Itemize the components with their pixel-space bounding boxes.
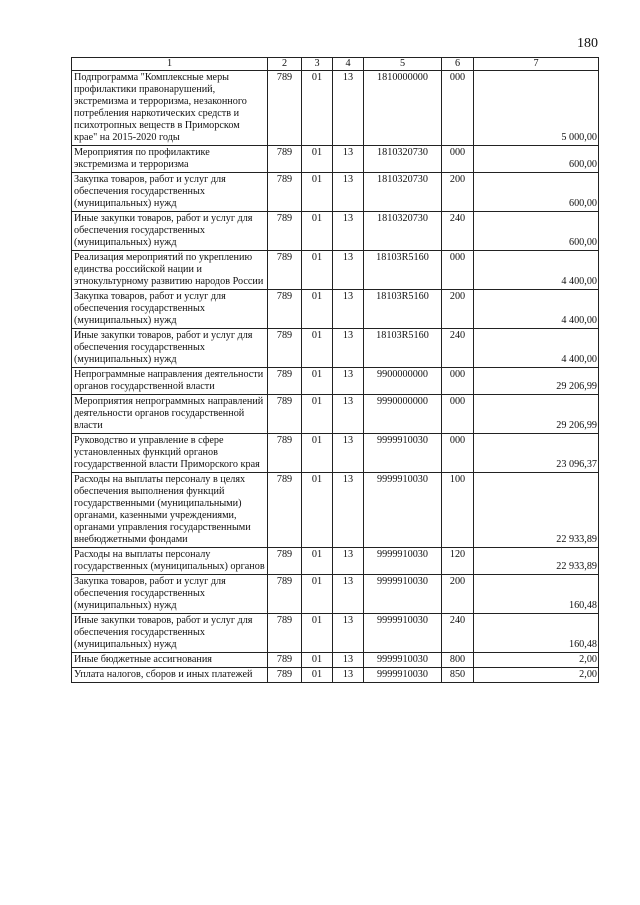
row-expense-type: 240: [442, 329, 474, 368]
row-expense-type: 000: [442, 71, 474, 146]
table-row: [72, 173, 599, 212]
row-amount: 22 933,89: [474, 473, 599, 548]
row-code: 789: [268, 614, 302, 653]
row-target-article: 1810320730: [364, 146, 442, 173]
row-expense-type: 100: [442, 473, 474, 548]
row-subsection: 13: [333, 368, 364, 395]
table-row: [72, 434, 599, 473]
row-subsection: 13: [333, 71, 364, 146]
row-code: 789: [268, 329, 302, 368]
row-section: 01: [302, 146, 333, 173]
row-code: 789: [268, 668, 302, 683]
table-row: [72, 290, 599, 329]
header-cell: 1: [72, 58, 268, 71]
row-amount: 160,48: [474, 614, 599, 653]
row-name: Мероприятия непрограммных направлений деятельности органов государственной власти: [72, 395, 268, 434]
row-subsection: 13: [333, 614, 364, 653]
row-section: 01: [302, 548, 333, 575]
row-amount: 23 096,37: [474, 434, 599, 473]
row-target-article: 9999910030: [364, 548, 442, 575]
row-target-article: 1810000000: [364, 71, 442, 146]
row-amount: 22 933,89: [474, 548, 599, 575]
row-expense-type: 240: [442, 614, 474, 653]
row-target-article: 9900000000: [364, 368, 442, 395]
row-amount: 600,00: [474, 212, 599, 251]
row-amount: 600,00: [474, 173, 599, 212]
row-subsection: 13: [333, 395, 364, 434]
page-number: 180: [577, 36, 598, 51]
row-expense-type: 200: [442, 173, 474, 212]
row-name: Подпрограмма "Комплексные меры профилактики правонарушений, экстремизма и терроризма, незаконного потребления наркотических средств и психотропных веществ в Приморском крае" на 2015-2020 годы: [72, 71, 268, 146]
row-subsection: 13: [333, 473, 364, 548]
row-amount: 2,00: [474, 653, 599, 668]
table-row: [72, 668, 599, 683]
row-code: 789: [268, 212, 302, 251]
row-section: 01: [302, 251, 333, 290]
row-section: 01: [302, 614, 333, 653]
row-section: 01: [302, 473, 333, 548]
table-row: [72, 473, 599, 548]
row-amount: 29 206,99: [474, 395, 599, 434]
budget-table: [71, 57, 599, 683]
row-expense-type: 850: [442, 668, 474, 683]
header-cell: 7: [474, 58, 599, 71]
row-expense-type: 000: [442, 434, 474, 473]
row-name: Иные бюджетные ассигнования: [72, 653, 268, 668]
table-row: [72, 575, 599, 614]
row-amount: 4 400,00: [474, 251, 599, 290]
row-subsection: 13: [333, 575, 364, 614]
header-row: [72, 58, 599, 71]
row-section: 01: [302, 368, 333, 395]
row-code: 789: [268, 434, 302, 473]
row-section: 01: [302, 173, 333, 212]
row-target-article: 9990000000: [364, 395, 442, 434]
row-target-article: 9999910030: [364, 575, 442, 614]
row-code: 789: [268, 290, 302, 329]
row-amount: 29 206,99: [474, 368, 599, 395]
row-code: 789: [268, 146, 302, 173]
row-code: 789: [268, 575, 302, 614]
row-target-article: 18103R5160: [364, 290, 442, 329]
row-name: Иные закупки товаров, работ и услуг для обеспечения государственных (муниципальных) нужд: [72, 329, 268, 368]
row-subsection: 13: [333, 212, 364, 251]
row-code: 789: [268, 653, 302, 668]
row-target-article: 1810320730: [364, 212, 442, 251]
row-name: Уплата налогов, сборов и иных платежей: [72, 668, 268, 683]
row-expense-type: 000: [442, 368, 474, 395]
row-expense-type: 240: [442, 212, 474, 251]
row-name: Иные закупки товаров, работ и услуг для обеспечения государственных (муниципальных) нужд: [72, 614, 268, 653]
row-subsection: 13: [333, 653, 364, 668]
row-subsection: 13: [333, 668, 364, 683]
row-target-article: 18103R5160: [364, 329, 442, 368]
row-target-article: 9999910030: [364, 434, 442, 473]
row-section: 01: [302, 71, 333, 146]
row-subsection: 13: [333, 548, 364, 575]
row-code: 789: [268, 71, 302, 146]
row-amount: 160,48: [474, 575, 599, 614]
table-row: [72, 251, 599, 290]
row-section: 01: [302, 212, 333, 251]
table-row: [72, 614, 599, 653]
row-subsection: 13: [333, 329, 364, 368]
header-cell: 5: [364, 58, 442, 71]
row-name: Закупка товаров, работ и услуг для обеспечения государственных (муниципальных) нужд: [72, 290, 268, 329]
row-target-article: 9999910030: [364, 473, 442, 548]
row-name: Расходы на выплаты персоналу в целях обеспечения выполнения функций государственными (муниципальными) органами, казенными учреждениями, органами управления государственными внебюджетными фондами: [72, 473, 268, 548]
row-code: 789: [268, 548, 302, 575]
row-section: 01: [302, 434, 333, 473]
header-cell: 3: [302, 58, 333, 71]
table-row: [72, 329, 599, 368]
row-expense-type: 200: [442, 290, 474, 329]
header-cell: 6: [442, 58, 474, 71]
row-section: 01: [302, 668, 333, 683]
row-subsection: 13: [333, 251, 364, 290]
table-row: [72, 146, 599, 173]
row-amount: 2,00: [474, 668, 599, 683]
table-row: [72, 395, 599, 434]
table-row: [72, 71, 599, 146]
row-name: Расходы на выплаты персоналу государственных (муниципальных) органов: [72, 548, 268, 575]
row-target-article: 9999910030: [364, 653, 442, 668]
row-name: Руководство и управление в сфере установленных функций органов государственной власти Приморского края: [72, 434, 268, 473]
row-expense-type: 000: [442, 146, 474, 173]
row-code: 789: [268, 395, 302, 434]
row-subsection: 13: [333, 146, 364, 173]
row-subsection: 13: [333, 173, 364, 212]
row-target-article: 9999910030: [364, 668, 442, 683]
header-cell: 2: [268, 58, 302, 71]
row-expense-type: 000: [442, 395, 474, 434]
row-name: Мероприятия по профилактике экстремизма и терроризма: [72, 146, 268, 173]
row-target-article: 1810320730: [364, 173, 442, 212]
row-expense-type: 000: [442, 251, 474, 290]
row-subsection: 13: [333, 290, 364, 329]
table-row: [72, 653, 599, 668]
table-row: [72, 212, 599, 251]
header-cell: 4: [333, 58, 364, 71]
row-section: 01: [302, 329, 333, 368]
row-expense-type: 800: [442, 653, 474, 668]
row-name: Иные закупки товаров, работ и услуг для обеспечения государственных (муниципальных) нужд: [72, 212, 268, 251]
row-amount: 5 000,00: [474, 71, 599, 146]
row-target-article: 18103R5160: [364, 251, 442, 290]
row-name: Закупка товаров, работ и услуг для обеспечения государственных (муниципальных) нужд: [72, 173, 268, 212]
row-section: 01: [302, 290, 333, 329]
row-expense-type: 120: [442, 548, 474, 575]
row-subsection: 13: [333, 434, 364, 473]
row-section: 01: [302, 653, 333, 668]
row-amount: 600,00: [474, 146, 599, 173]
table-row: [72, 548, 599, 575]
row-amount: 4 400,00: [474, 290, 599, 329]
row-amount: 4 400,00: [474, 329, 599, 368]
row-name: Непрограммные направления деятельности органов государственной власти: [72, 368, 268, 395]
table-row: [72, 368, 599, 395]
row-section: 01: [302, 575, 333, 614]
row-name: Закупка товаров, работ и услуг для обеспечения государственных (муниципальных) нужд: [72, 575, 268, 614]
row-code: 789: [268, 473, 302, 548]
row-code: 789: [268, 251, 302, 290]
row-code: 789: [268, 368, 302, 395]
row-section: 01: [302, 395, 333, 434]
row-expense-type: 200: [442, 575, 474, 614]
row-code: 789: [268, 173, 302, 212]
row-target-article: 9999910030: [364, 614, 442, 653]
row-name: Реализация мероприятий по укреплению единства российской нации и этнокультурному развитию народов России: [72, 251, 268, 290]
